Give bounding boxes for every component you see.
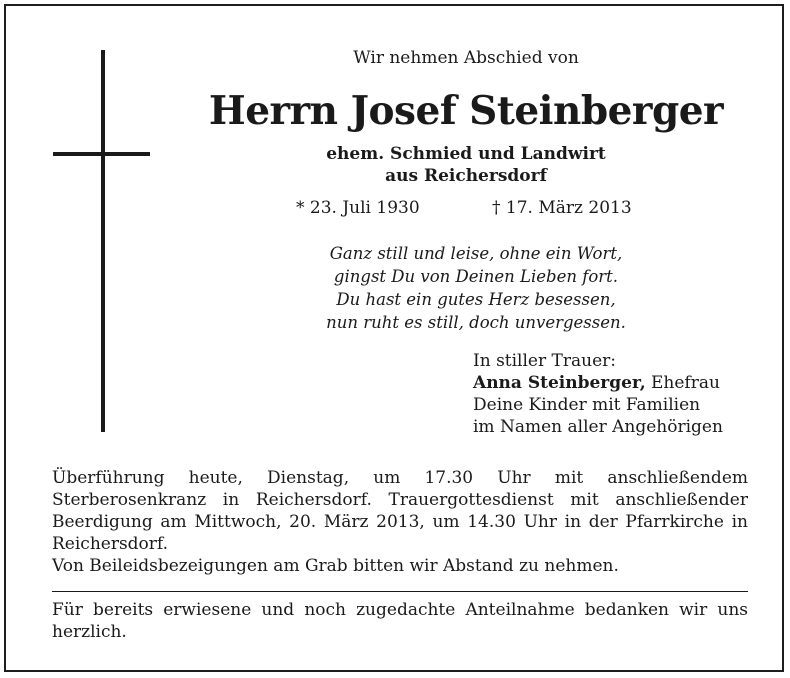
- thanks-text: Für bereits erwiesene und noch zugedachte Anteilnahme bedanken wir uns herzlich.: [52, 600, 748, 642]
- widow-role: Ehefrau: [645, 373, 720, 393]
- cross-horizontal-bar: [53, 152, 150, 156]
- death-date: † 17. März 2013: [492, 198, 632, 218]
- life-dates: [296, 198, 632, 218]
- deceased-name: Herrn Josef Steinberger: [208, 88, 724, 134]
- origin-text: aus Reichersdorf: [385, 166, 547, 186]
- poem-line: Ganz still und leise, ohne ein Wort,: [329, 244, 623, 263]
- mourners-block: [473, 350, 723, 438]
- poem: [266, 242, 686, 334]
- condolence-request: Von Beileidsbezeigungen am Grab bitten wir Abstand zu nehmen.: [52, 556, 619, 576]
- divider: [52, 591, 748, 592]
- birth-date: * 23. Juli 1930: [296, 198, 420, 218]
- widow-name: Anna Steinberger,: [473, 373, 646, 393]
- intro-text: Wir nehmen Abschied von: [353, 48, 579, 68]
- mourners-line: im Namen aller Angehörigen: [473, 417, 723, 437]
- poem-line: gingst Du von Deinen Lieben fort.: [333, 267, 619, 286]
- poem-line: Du hast ein gutes Herz besessen,: [336, 290, 616, 309]
- mourners-line: Deine Kinder mit Familien: [473, 395, 701, 415]
- widow-line: [473, 372, 723, 394]
- mourners-heading: In stiller Trauer:: [473, 351, 616, 371]
- funeral-details: Überführung heute, Dienstag, um 17.30 Uhr mit anschließendem Sterberosenkranz in Reichersdorf. Trauergottesdienst mit anschließender Beerdigung am Mittwoch, 20. März 2013, um 14.30 Uhr in der Pfarrkirche in Reichersdorf.: [52, 468, 748, 554]
- poem-line: nun ruht es still, doch unvergessen.: [326, 313, 626, 332]
- profession-text: ehem. Schmied und Landwirt: [326, 144, 606, 164]
- obituary-notice: [4, 4, 784, 672]
- cross-vertical-bar: [101, 50, 105, 432]
- funeral-notes: [52, 467, 748, 577]
